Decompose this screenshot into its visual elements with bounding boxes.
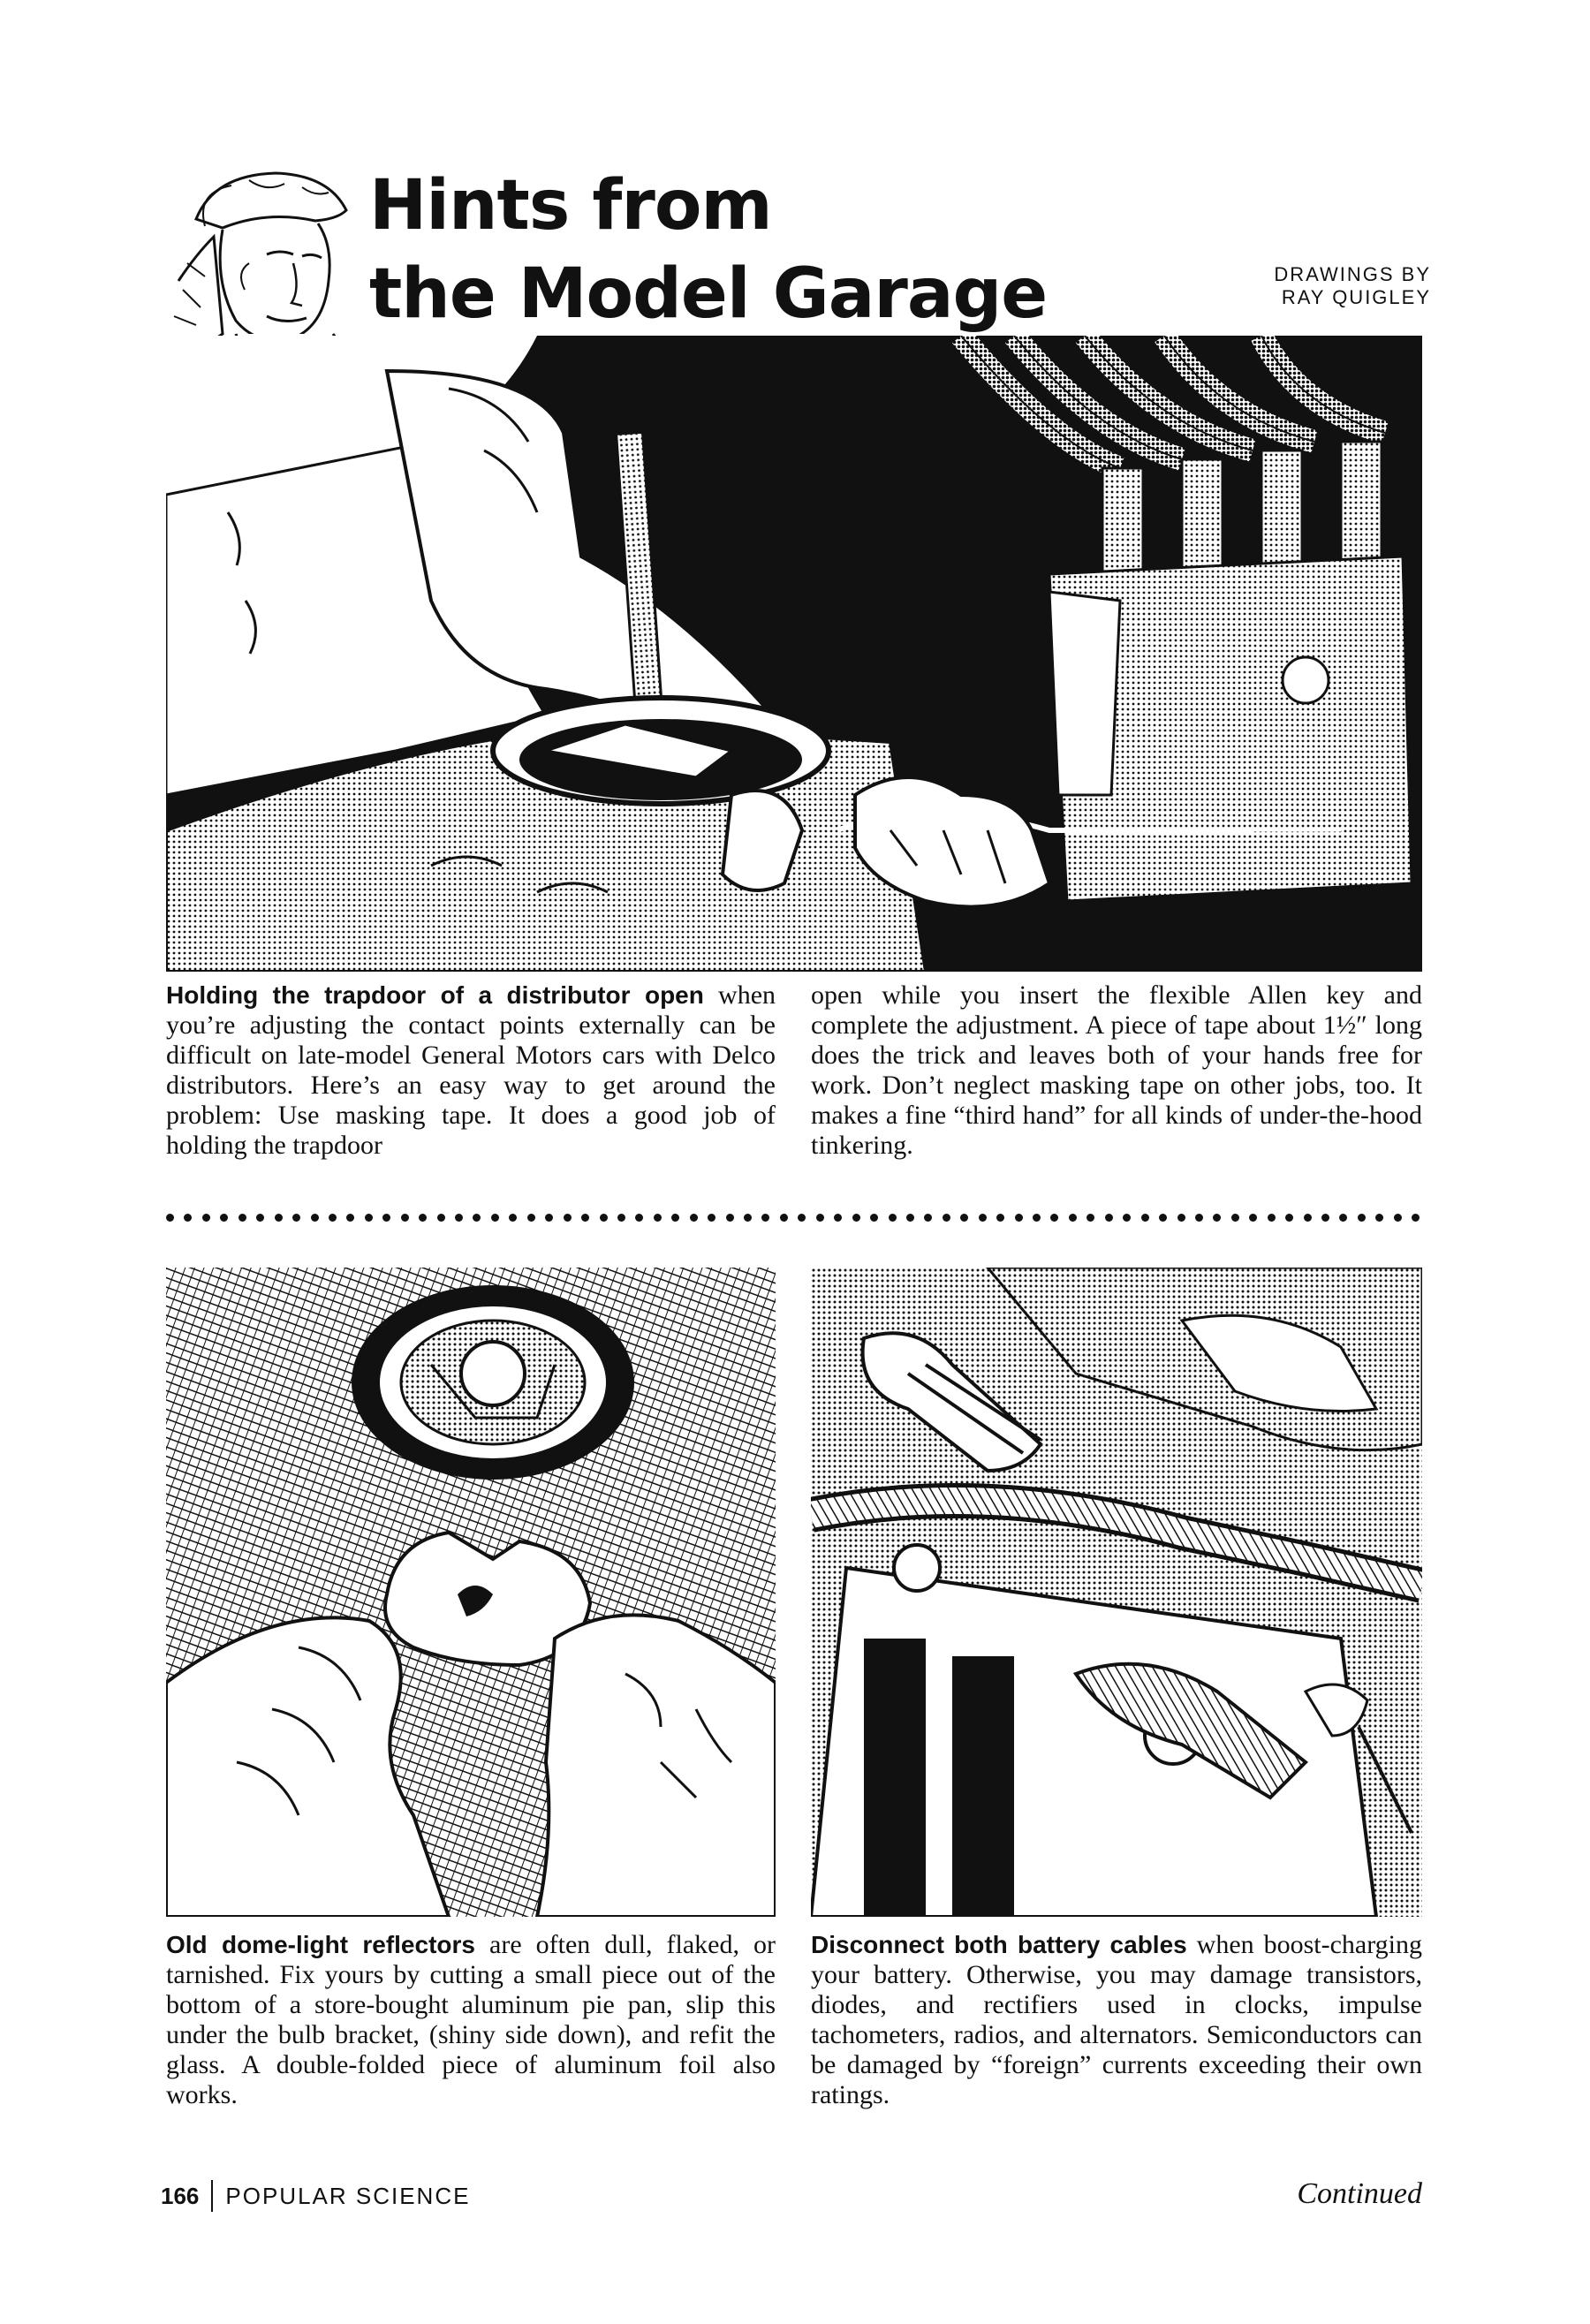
separator-dot (654, 1214, 662, 1222)
separator-dot (1141, 1214, 1149, 1222)
separator-dot (996, 1214, 1004, 1222)
hint-3-body: when boost-charging your battery. Otherwise, you may damage transistors, diodes, and rectifiers used in clocks, impulse tachometers, radios, and alternators. Semiconductors can be damaged by “foreign” currents exceeding their own ratings. (811, 1930, 1422, 2109)
hint-3-paragraph (811, 1930, 1422, 2110)
separator-dot (1358, 1214, 1366, 1222)
separator-dot (1086, 1214, 1094, 1222)
separator-dot (564, 1214, 572, 1222)
separator-dot (581, 1214, 589, 1222)
separator-dot (816, 1214, 824, 1222)
hint-2-lead: Old dome-light reflectors (166, 1931, 475, 1958)
separator-dot (600, 1214, 608, 1222)
title-line-1: Hints from (369, 166, 772, 246)
hint-2-body: are often dull, flaked, or tarnished. Fix yours by cutting a small piece out of the bottom of a store-bought aluminum pie pan, slip this under the bulb bracket, (shiny side down), and refit the glass. A double-folded piece of aluminum foil also works. (166, 1930, 776, 2109)
separator-dot (852, 1214, 860, 1222)
separator-dot (1375, 1214, 1383, 1222)
separator-dot (166, 1214, 174, 1222)
separator-dot (780, 1214, 788, 1222)
separator-dot (491, 1214, 499, 1222)
separator-dot (870, 1214, 878, 1222)
separator-dot (1339, 1214, 1347, 1222)
hint-1-column-2 (811, 980, 1422, 1161)
hint-1-body-col1: when you’re adjusting the contact points externally can be difficult on late-model General Motors cars with Delco distributors. Here’s an easy way to get around the problem: Use masking tape. It does a good job of holding the trapdoor (166, 980, 776, 1160)
separator-dot (527, 1214, 535, 1222)
separator-dot (346, 1214, 354, 1222)
separator-dot (256, 1214, 264, 1222)
separator-dot (455, 1214, 463, 1222)
separator-dot (1394, 1214, 1402, 1222)
separator-dot (365, 1214, 373, 1222)
hint-1-paragraph (166, 980, 776, 1161)
separator-dot (202, 1214, 210, 1222)
separator-dot (690, 1214, 698, 1222)
separator-dot (1195, 1214, 1203, 1222)
separator-dot (1033, 1214, 1041, 1222)
battery-illustration (811, 1268, 1422, 1917)
separator-dot (292, 1214, 300, 1222)
separator-dot (1304, 1214, 1312, 1222)
separator-dot (311, 1214, 319, 1222)
separator-dot (906, 1214, 914, 1222)
separator-dot (1050, 1214, 1058, 1222)
separator-dot (238, 1214, 246, 1222)
separator-dot (401, 1214, 409, 1222)
page-folio (161, 2180, 470, 2212)
hint-1-lead: Holding the trapdoor of a distributor open (166, 981, 704, 1009)
illustration-credit (1219, 263, 1431, 309)
hint-2-paragraph (166, 1930, 776, 2110)
separator-dot (184, 1214, 192, 1222)
credit-line-1: DRAWINGS BY (1274, 263, 1431, 285)
separator-dot (419, 1214, 427, 1222)
separator-dot (889, 1214, 897, 1222)
separator-dot (1159, 1214, 1167, 1222)
hint-1-body-col2: open while you insert the flexible Allen key and complete the adjustment. A piece of tape about 1½″ long does the trick and leaves both of your hands free for work. Don’t neglect masking tape on other jobs, too. It makes a fine “third hand” for all kinds of under-the-hood tinkering. (811, 980, 1422, 1160)
magazine-name: POPULAR SCIENCE (225, 2183, 471, 2209)
separator-dot (1177, 1214, 1185, 1222)
separator-dot (744, 1214, 752, 1222)
separator-dot (1105, 1214, 1113, 1222)
credit-line-2: RAY QUIGLEY (1281, 286, 1431, 308)
separator-dot (617, 1214, 625, 1222)
hint-3-column (811, 1930, 1422, 2110)
separator-dot (708, 1214, 716, 1222)
dome-light-illustration (166, 1268, 776, 1917)
separator-dot (1015, 1214, 1023, 1222)
separator-dot (1231, 1214, 1239, 1222)
separator-dot (1321, 1214, 1329, 1222)
page-number: 166 (161, 2183, 200, 2209)
separator-dot (1213, 1214, 1221, 1222)
separator-dot (382, 1214, 390, 1222)
separator-dot (924, 1214, 932, 1222)
separator-dot (1268, 1214, 1276, 1222)
distributor-illustration (166, 336, 1422, 972)
page-title (369, 162, 1047, 338)
hint-3-lead: Disconnect both battery cables (811, 1931, 1187, 1958)
separator-dot (761, 1214, 769, 1222)
separator-dot (1249, 1214, 1257, 1222)
separator-dot (943, 1214, 950, 1222)
separator-dot (834, 1214, 842, 1222)
separator-dot (1285, 1214, 1293, 1222)
separator-dot (671, 1214, 679, 1222)
separator-dot (726, 1214, 734, 1222)
folio-divider (211, 2180, 213, 2212)
separator-dot (275, 1214, 283, 1222)
hint-1-column-1 (166, 980, 776, 1161)
dotted-separator (166, 1210, 1420, 1224)
separator-dot (220, 1214, 228, 1222)
separator-dot (960, 1214, 968, 1222)
hint-2-column (166, 1930, 776, 2110)
separator-dot (545, 1214, 553, 1222)
separator-dot (1069, 1214, 1077, 1222)
separator-dot (473, 1214, 481, 1222)
separator-dot (329, 1214, 337, 1222)
separator-dot (437, 1214, 445, 1222)
continued-label: Continued (1297, 2177, 1422, 2210)
separator-dot (635, 1214, 643, 1222)
separator-dot (1412, 1214, 1420, 1222)
separator-dot (1123, 1214, 1131, 1222)
separator-dot (798, 1214, 806, 1222)
title-line-2: the Model Garage (369, 254, 1048, 334)
separator-dot (509, 1214, 517, 1222)
separator-dot (979, 1214, 987, 1222)
